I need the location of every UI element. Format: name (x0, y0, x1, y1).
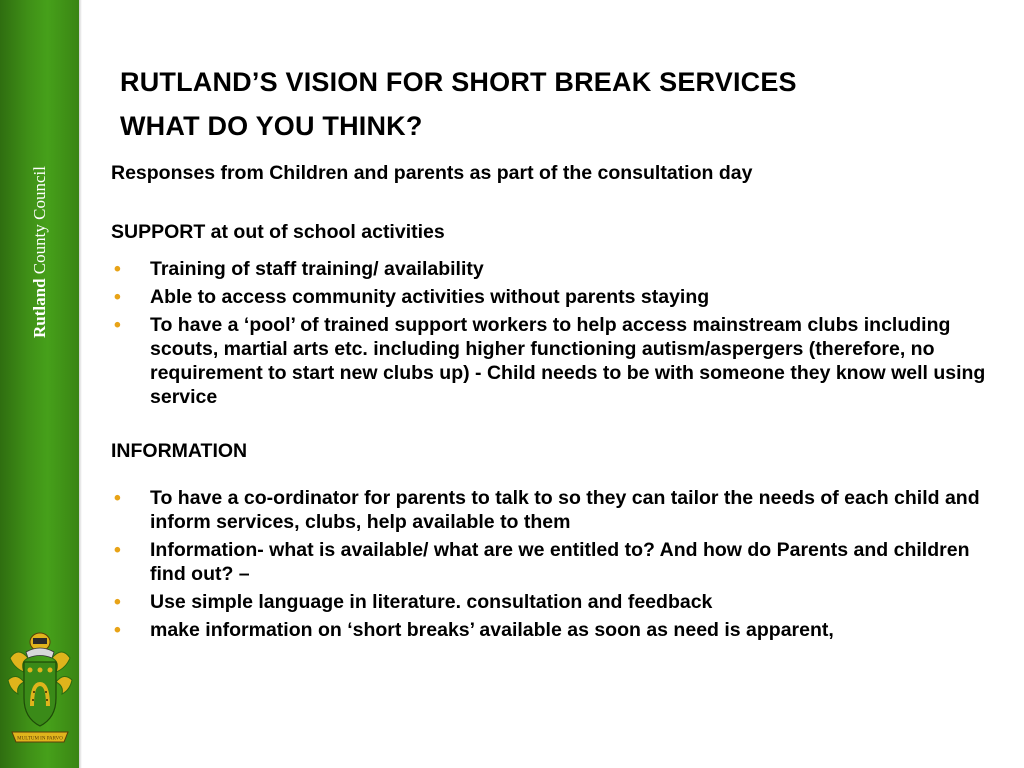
section-heading-information: INFORMATION (111, 440, 248, 462)
title-line-1: RUTLAND’S VISION FOR SHORT BREAK SERVICES (120, 67, 797, 97)
slide-subtitle: Responses from Children and parents as part of the consultation day (111, 162, 753, 184)
title-line-2: WHAT DO YOU THINK? (120, 111, 423, 141)
bullet-icon: • (114, 619, 121, 641)
list-item: • Use simple language in literature. consultation and feedback (114, 591, 713, 613)
bullet-icon: • (114, 314, 121, 336)
slide-body (111, 161, 991, 646)
county-crest-icon (6, 628, 74, 750)
information-list (111, 486, 991, 642)
section-heading-support: SUPPORT at out of school activities (111, 221, 445, 243)
bullet-icon: • (114, 487, 121, 509)
bullet-icon: • (114, 286, 121, 308)
sidebar-shadow (79, 0, 82, 768)
bullet-icon: • (114, 258, 121, 280)
bullet-icon: • (114, 539, 121, 561)
list-item: • Information- what is available/ what are we entitled to? And how do Parents and children find out? – (114, 539, 970, 585)
support-list (111, 257, 991, 409)
list-item: • To have a ‘pool’ of trained support workers to help access mainstream clubs including scouts, martial arts etc. including higher functioning autism/aspergers (therefore, no requirement to start new clubs up) - Child needs to be with someone they know well using service (114, 314, 986, 408)
list-item: • Able to access community activities without parents staying (114, 286, 710, 308)
list-item: • make information on ‘short breaks’ available as soon as need is apparent, (114, 619, 834, 641)
list-item: • Training of staff training/ availability (114, 258, 484, 280)
slide-title (120, 60, 1000, 148)
bullet-icon: • (114, 591, 121, 613)
svg-text:MULTUM IN PARVO: MULTUM IN PARVO (17, 736, 63, 742)
org-name: Rutland County Council (30, 166, 49, 338)
list-item: • To have a co-ordinator for parents to talk to so they can tailor the needs of each child and inform services, clubs, help available to them (114, 487, 980, 533)
